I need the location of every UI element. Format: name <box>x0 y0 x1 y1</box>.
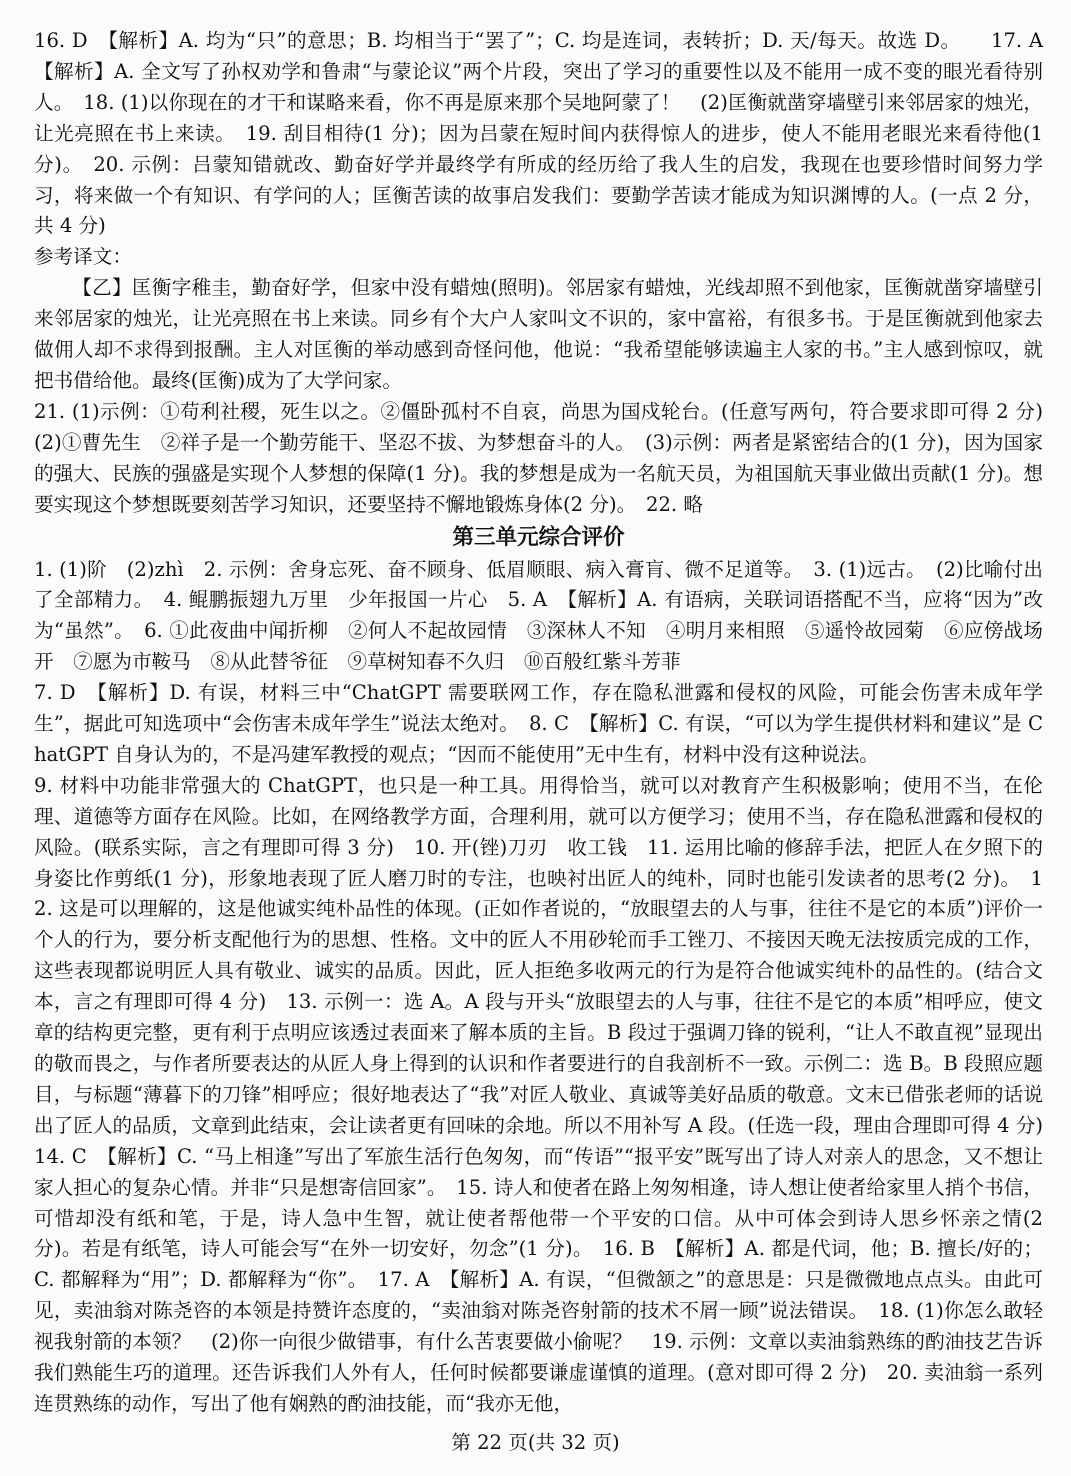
answer-paragraph-1-6: 1. (1)阶 (2)zhì 2. 示例：舍身忘死、奋不顾身、低眉顺眼、病入膏肓、微不足道等。 3. (1)远古。 (2)比喻付出了全部精力。 4. 鲲鹏振翅九万里 少年报国一片心 5. A 【解析】A. 有语病，关联词语搭配不当，应将“因为”改为“虽然”。 6. ①此夜曲中闻折柳 ②何人不起故园情 ③深林人不知 ④明月来相照 ⑤遥怜故园菊 ⑥应傍战场开 ⑦愿为市鞍马 ⑧从此替爷征 ⑨草树知春不久归 ⑩百般红紫斗芳菲 <box>34 557 1043 674</box>
reference-translation-label: 参考译文： <box>34 245 132 269</box>
answer-paragraph-9-20: 9. 材料中功能非常强大的 ChatGPT，也只是一种工具。用得恰当，就可以对教育产生积极影响；使用不当，在伦理、道德等方面存在风险。比如，在网络教学方面，合理利用，就可以方便学习；使用不当，存在隐私泄露和侵权的风险。(联系实际，言之有理即可得 3 分) 10. 开(锉)刀刃 收工钱 11. 运用比喻的修辞手法，把匠人在夕照下的身姿比作剪纸(1 分)，形象地表现了匠人磨刀时的专注，也映衬出匠人的纯朴，同时也能引发读者的思考(2 分)。 12. 这是可以理解的，这是他诚实纯朴品性的体现。(正如作者说的，“放眼望去的人与事，往往不是它的本质”)评价一个人的行为，要分析支配他行为的思想、性格。文中的匠人不用砂轮而手工锉刀、不接因天晚无法按质完成的工作，这些表现都说明匠人具有敬业、诚实的品质。因此，匠人拒绝多收两元的行为是符合他诚实纯朴的品性的。(结合文本，言之有理即可得 4 分) 13. 示例一：选 A。A 段与开头“放眼望去的人与事，往往不是它的本质”相呼应，使文章的结构更完整，更有利于点明应该透过表面来了解本质的主旨。B 段过于强调刀锋的锐利，“让人不敢直视”显现出的敬而畏之，与作者所要表达的从匠人身上得到的认识和作者要进行的自我剖析不一致。示例二：选 B。B 段照应题目，与标题“薄暮下的刀锋”相呼应；很好地表达了“我”对匠人敬业、真诚等美好品质的敬意。文末已借张老师的话说出了匠人的品质，文章到此结束，会让读者更有回味的余地。所以不用补写 A 段。(任选一段，理由合理即可得 4 分) 14. C 【解析】C. “马上相逢”写出了军旅生活行色匆匆，而“传语”“报平安”既写出了诗人对亲人的思念，又不想让家人担心的复杂心情。并非“只是想寄信回家”。 15. 诗人和使者在路上匆匆相逢，诗人想让使者给家里人捎个书信，可惜却没有纸和笔，于是，诗人急中生智，就让使者帮他带一个平安的口信。从中可体会到诗人思乡怀亲之情(2 分)。若是有纸笔，诗人可能会写“在外一切安好，勿念”(1 分)。 16. B 【解析】A. 都是代词，他；B. 擅长/好的；C. 都解释为“用”；D. 都解释为“你”。 17. A 【解析】A. 有误，“但微颔之”的意思是：只是微微地点点头。由此可见，卖油翁对陈尧咨的本领是持赞许态度的，“卖油翁对陈尧咨射箭的技术不屑一顾”说法错误。 18. (1)你怎么敢轻视我射箭的本领？ (2)你一向很少做错事，有什么苦衷要做小偷呢？ 19. 示例：文章以卖油翁熟练的酌油技艺告诉我们熟能生巧的道理。还告诉我们人外有人，任何时候都要谦虚谨慎的道理。(意对即可得 2 分) 20. 卖油翁一系列连贯熟练的动作，写出了他有娴熟的酌油技能，而“我亦无他， <box>34 773 1063 1415</box>
answer-paragraph-7-8: 7. D 【解析】D. 有误，材料三中“ChatGPT 需要联网工作，存在隐私泄露和侵权的风险，可能会伤害未成年学生”，据此可知选项中“会伤害未成年学生”说法太绝对。 8. C 【解析】C. 有误，“可以为学生提供材料和建议”是 ChatGPT 自身认为的，不是冯建军教授的观点；“因而不能使用”无中生有，材料中没有这种说法。 <box>34 681 1043 766</box>
section-title: 第三单元综合评价 <box>452 524 625 550</box>
reference-translation-text: 【乙】匡衡字稚圭，勤奋好学，但家中没有蜡烛(照明)。邻居家有蜡烛，光线却照不到他家，匡衡就凿穿墙壁引来邻居家的烛光，让光亮照在书上来读。同乡有个大户人家叫文不识的，家中富裕，有很多书。于是匡衡就到他家去做佣人却不求得到报酬。主人对匡衡的举动感到奇怪问他，他说：“我希望能够读遍主人家的书。”主人感到惊叹，就把书借给他。最终(匡衡)成为了大学问家。 <box>34 276 1043 392</box>
page-number-footer: 第 22 页(共 32 页) <box>451 1431 620 1454</box>
answer-paragraph-21-22: 21. (1)示例：①苟利社稷，死生以之。②僵卧孤村不自哀，尚思为国戍轮台。(任意写两句，符合要求即可得 2 分)(2)①曹先生 ②祥子是一个勤劳能干、坚忍不拔、为梦想奋斗的人。 (3)示例：两者是紧密结合的(1 分)，因为国家的强大、民族的强盛是实现个人梦想的保障(1 分)。我的梦想是成为一名航天员，为祖国航天事业做出贡献(1 分)。想要实现这个梦想既要刻苦学习知识，还要坚持不懈地锻炼身体(2 分)。 22. 略 <box>34 399 1043 516</box>
answer-paragraph-16-20: 16. D 【解析】A. 均为“只”的意思；B. 均相当于“罢了”；C. 均是连词，表转折；D. 天/每天。故选 D。 17. A 【解析】A. 全文写了孙权劝学和鲁肃“与蒙论议”两个片段，突出了学习的重要性以及不能用一成不变的眼光看待别人。 18. (1)以你现在的才干和谋略来看，你不再是原来那个吴地阿蒙了！ (2)匡衡就凿穿墙壁引来邻居家的烛光，让光亮照在书上来读。 19. 刮目相待(1 分)；因为吕蒙在短时间内获得惊人的进步，使人不能用老眼光来看待他(1 分)。 20. 示例：吕蒙知错就改、勤奋好学并最终学有所成的经历给了我人生的启发，我现在也要珍惜时间努力学习，将来做一个有知识、有学问的人；匡衡苦读的故事启发我们：要勤学苦读才能成为知识渊博的人。(一点 2 分，共 4 分) <box>34 29 1063 238</box>
